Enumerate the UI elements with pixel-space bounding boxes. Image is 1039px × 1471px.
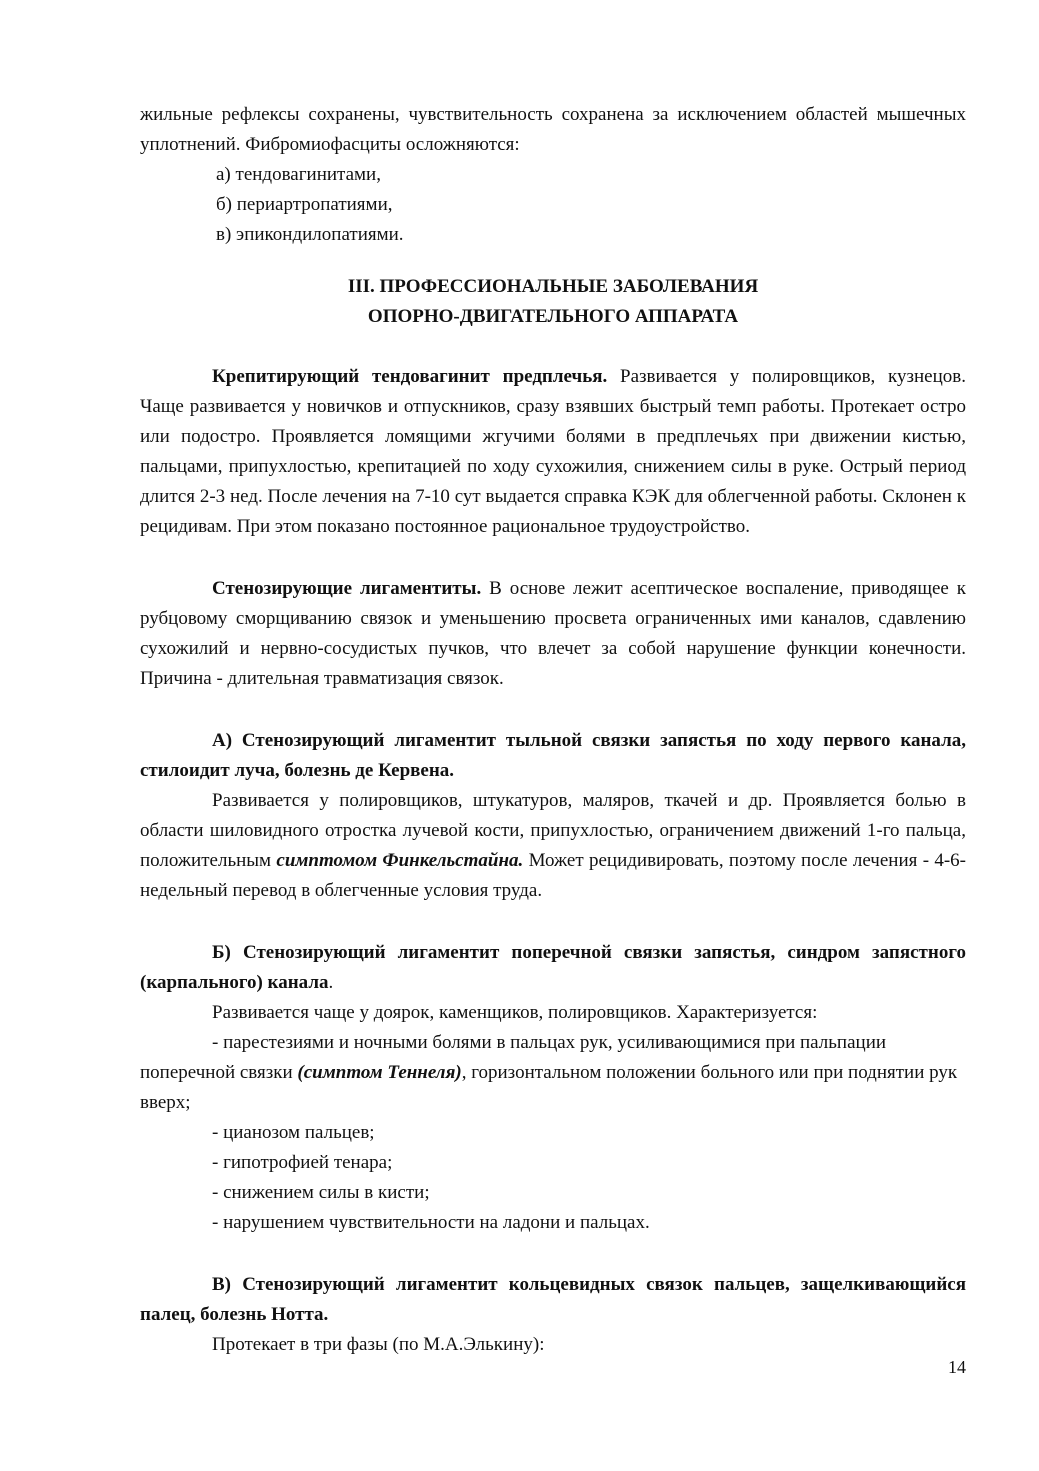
paragraph-v: Протекает в три фазы (по М.А.Элькину):	[212, 1334, 545, 1355]
paragraph-ligamentitis	[140, 574, 966, 694]
paragraph-text: В основе лежит асептическое воспаление, приводящее к рубцовому сморщиванию связок и уменьшению просвета ограниченных ими каналов, сдавлению сухожилий и нервно-сосудистых пучков, что влечет за собой нарушение функции конечности. Причина - длительная травматизация связок.	[140, 578, 967, 689]
list-item: - цианозом пальцев;	[212, 1122, 375, 1143]
list-item: б) периартропатиями,	[216, 194, 393, 215]
paragraph-text: Развивается у полировщиков, штукатуров, маляров, ткачей и др. Проявляется болью в области шиловидного отростка лучевой кости, припухлостью, ограничением движений 1-го пальца, положительным	[140, 790, 966, 871]
paragraph-text: Может рецидивировать, поэтому после лечения - 4-6-недельный перевод в облегченные условия труда.	[140, 850, 967, 901]
paragraph-b: Развивается чаще у доярок, каменщиков, полировщиков. Характеризуется:	[212, 1002, 818, 1023]
emphasis: (симптом Теннеля)	[297, 1062, 462, 1083]
page-number: 14	[948, 1357, 966, 1377]
list-item: в) эпикондилопатиями.	[216, 224, 404, 245]
page-content	[140, 100, 966, 1360]
subheading-b	[140, 938, 966, 998]
list-item: а) тендовагинитами,	[216, 164, 381, 185]
paragraph-a	[140, 786, 966, 906]
term: Крепитирующий тендовагинит предплечья.	[212, 366, 608, 387]
emphasis: симптомом Финкельстайна.	[276, 850, 524, 871]
list-item: - гипотрофией тенара;	[212, 1152, 393, 1173]
subheading-a: А) Стенозирующий лигаментит тыльной связки запястья по ходу первого канала, стилоидит луча, болезнь де Кервена.	[140, 730, 966, 781]
list-item	[140, 1028, 966, 1118]
section-title	[140, 272, 966, 332]
term: Стенозирующие лигаментиты.	[212, 578, 482, 599]
list-item: - нарушением чувствительности на ладони и пальцах.	[212, 1212, 650, 1233]
section-title-line: ОПОРНО-ДВИГАТЕЛЬНОГО АППАРАТА	[367, 306, 739, 327]
section-title-line: III. ПРОФЕССИОНАЛЬНЫЕ ЗАБОЛЕВАНИЯ	[347, 276, 759, 297]
subheading-period: .	[328, 972, 334, 993]
paragraph-tendovaginitis	[140, 362, 966, 542]
subheading-text: Б) Стенозирующий лигаментит поперечной связки запястья, синдром запястного (карпального) канала	[140, 942, 966, 993]
list-item: - снижением силы в кисти;	[212, 1182, 430, 1203]
paragraph-text: , горизонтальном положении больного или при поднятии рук вверх;	[140, 1062, 958, 1113]
paragraph-text: - парестезиями и ночными болями в пальцах рук, усиливающимися при пальпации поперечной связки	[140, 1032, 887, 1083]
continued-paragraph: жильные рефлексы сохранены, чувствительность сохранена за исключением областей мышечных уплотнений. Фибромиофасциты осложняются:	[140, 104, 966, 155]
paragraph-text: Развивается у полировщиков, кузнецов. Чаще развивается у новичков и отпускников, сразу взявших быстрый темп работы. Протекает остро или подостро. Проявляется ломящими жгучими болями в предплечьях при движении кистью, пальцами, припухлостью, крепитацией по ходу сухожилия, снижением силы в руке. Острый период длится 2-3 нед. После лечения на 7-10 сут выдается справка КЭК для облегченной работы. Склонен к рецидивам. При этом показано постоянное рациональное трудоустройство.	[140, 366, 966, 537]
subheading-v: В) Стенозирующий лигаментит кольцевидных связок пальцев, защелкивающийся палец, болезнь Нотта.	[140, 1274, 966, 1325]
